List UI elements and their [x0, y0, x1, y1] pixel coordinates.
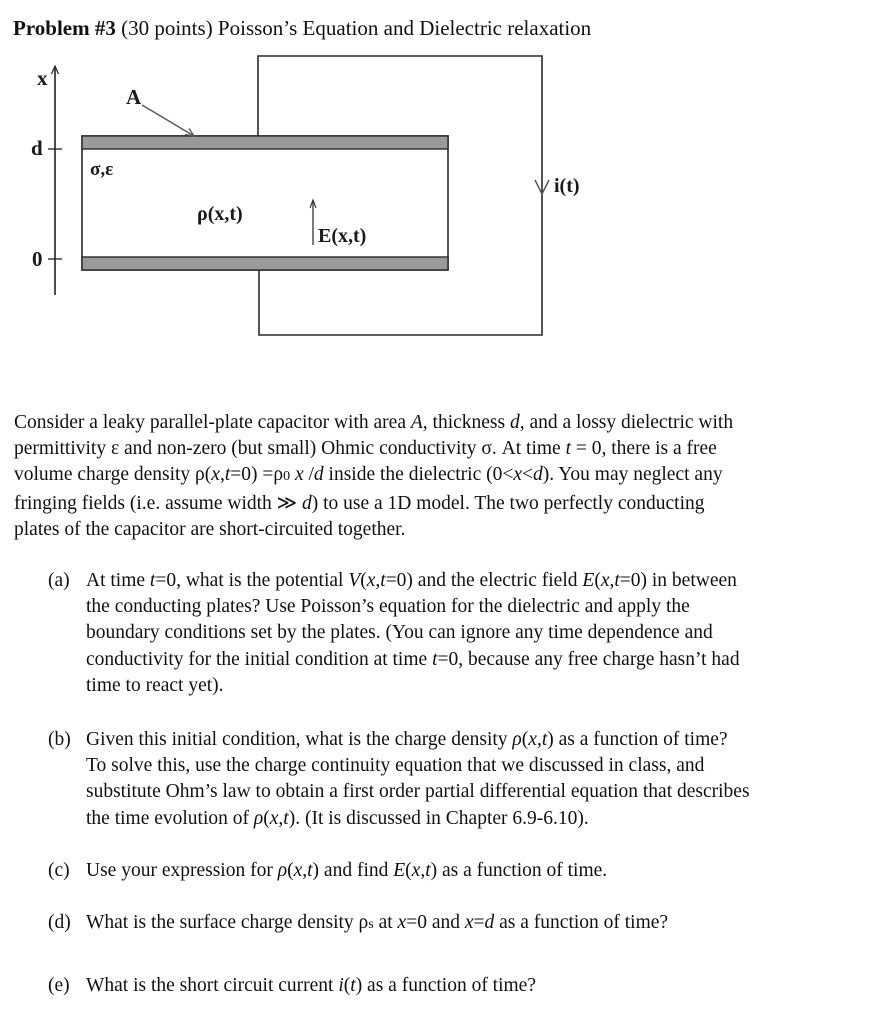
tick-label-0: 0: [32, 247, 43, 271]
statement-line: volume charge density ρ(x,t=0) =ρ0 x /d inside the dielectric (0<x<d). You may neglect any: [14, 464, 723, 486]
question-e: [48, 973, 873, 999]
question-c: [48, 858, 873, 884]
problem-heading: (30 points) Poisson’s Equation and Dielectric relaxation: [115, 16, 592, 40]
top-plate: [82, 136, 448, 149]
question-b: [48, 727, 873, 832]
bottom-plate: [82, 257, 448, 270]
area-pointer-arrow: [142, 105, 194, 136]
statement-line: fringing fields (i.e. assume width ≫ d) to use a 1D model. The two perfectly conducting: [14, 492, 705, 514]
x-axis: [48, 66, 62, 295]
capacitor-diagram-svg: [0, 40, 600, 360]
statement-line: plates of the capacitor are short-circuited together.: [14, 518, 406, 540]
problem-statement: [14, 410, 874, 543]
question-label: (b): [48, 729, 71, 750]
question-label: (c): [48, 860, 70, 881]
question-label: (d): [48, 912, 71, 933]
question-label: (a): [48, 570, 70, 591]
question-text: Use your expression for ρ(x,t) and find E(x,t) as a function of time.: [86, 860, 608, 881]
problem-number: Problem #3: [13, 16, 116, 40]
question-text: At time t=0, what is the potential V(x,t=0) and the electric field E(x,t=0) in between the conducting plates? Use Poisson’s equation for the dielectric and apply the boundary conditions set by the plates. (You can ignore any time dependence and conductivity for the initial condition at time t=0, because any free charge hasn’t had time to react yet).: [86, 570, 740, 696]
area-label: A: [126, 85, 142, 109]
charge-density-label: ρ(x,t): [197, 203, 243, 225]
material-label: σ,ε: [90, 159, 114, 180]
statement-line: permittivity ε and non-zero (but small) Ohmic conductivity σ. At time t = 0, there is a free: [14, 438, 717, 460]
question-d: [48, 910, 873, 938]
question-label: (e): [48, 975, 70, 996]
problem-title: [13, 14, 591, 42]
current-label: i(t): [554, 175, 580, 197]
tick-label-d: d: [31, 136, 43, 160]
axis-label-x: x: [37, 66, 48, 90]
electric-field-label: E(x,t): [318, 225, 367, 247]
capacitor-diagram: [0, 40, 600, 360]
question-text: What is the short circuit current i(t) as a function of time?: [86, 975, 536, 996]
question-text: What is the surface charge density ρs at x=0 and x=d as a function of time?: [86, 912, 669, 933]
capacitor: [82, 136, 448, 270]
question-a: [48, 568, 873, 699]
question-text: Given this initial condition, what is the charge density ρ(x,t) as a function of time? To solve this, use the charge continuity equation that we discussed in class, and substitute Ohm’s law to obtain a first order partial differential equation that describes the time evolution of ρ(x,t). (It is discussed in Chapter 6.9-6.10).: [86, 729, 750, 829]
statement-line: Consider a leaky parallel-plate capacitor with area A, thickness d, and a lossy dielectric with: [14, 412, 734, 433]
